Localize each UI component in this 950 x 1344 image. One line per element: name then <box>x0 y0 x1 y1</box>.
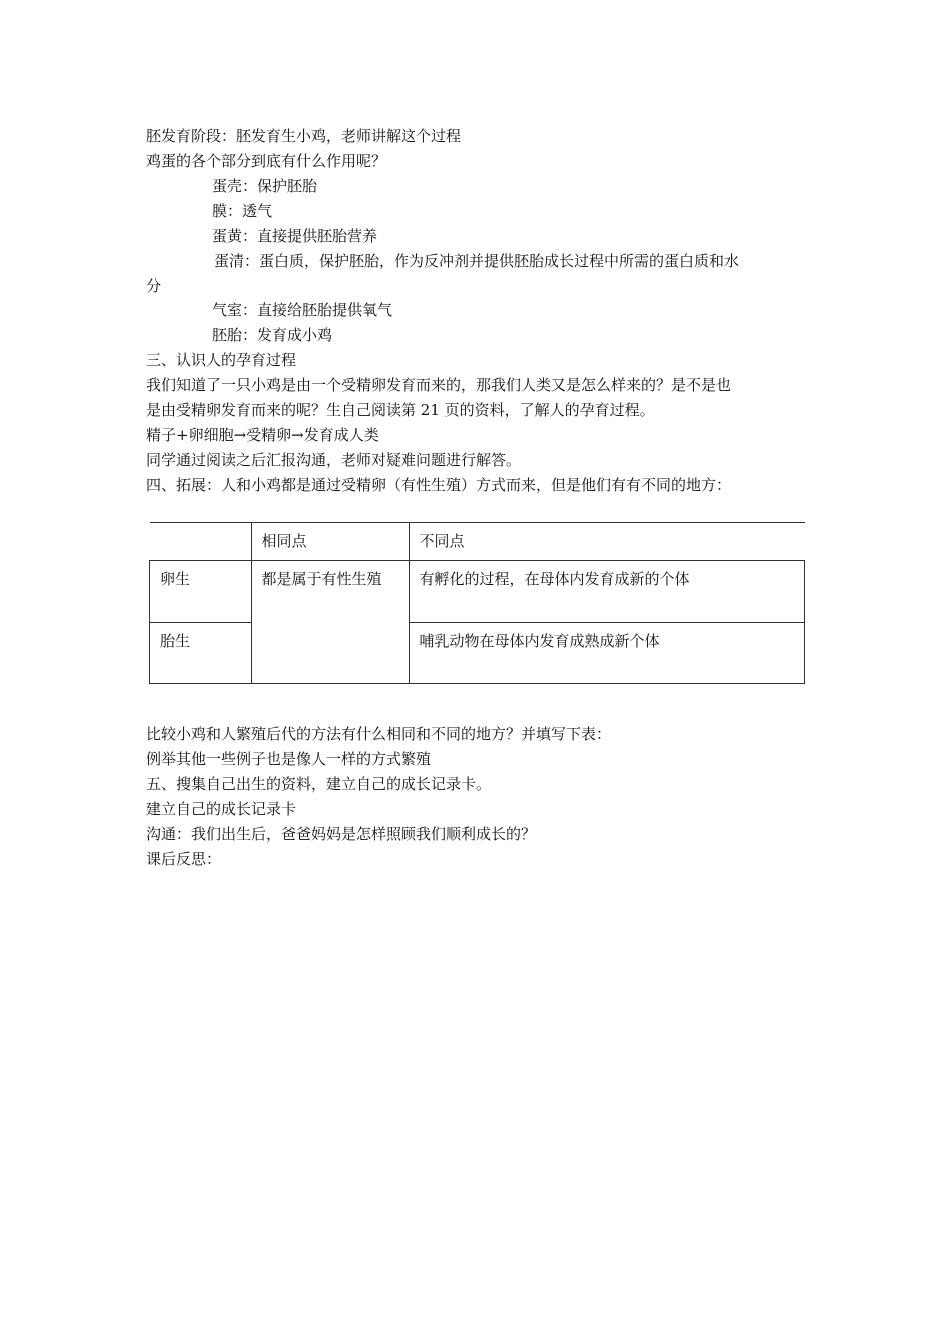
paragraph-fertilization-chain: 精子+卵细胞→受精卵→发育成人类 <box>146 426 379 444</box>
table-cell-label: 胎生 <box>150 623 252 684</box>
table-header-diff: 不同点 <box>409 523 805 561</box>
paragraph-examples: 例举其他一些例子也是像人一样的方式繁殖 <box>146 750 432 768</box>
section-heading-4: 四、拓展：人和小鸡都是通过受精卵（有性生殖）方式而来，但是他们有有不同的地方： <box>146 476 732 494</box>
paragraph-communication: 沟通：我们出生后，爸爸妈妈是怎样照顾我们顺利成长的？ <box>146 825 537 843</box>
paragraph-egg-parts-question: 鸡蛋的各个部分到底有什么作用呢？ <box>146 152 387 170</box>
list-item-egg-white-continued: 分 <box>146 277 162 295</box>
table-header-row <box>150 523 805 561</box>
table-cell-same: 都是属于有性生殖 <box>251 561 409 684</box>
paragraph-growth-card: 建立自己的成长记录卡 <box>146 800 297 818</box>
table-header-same: 相同点 <box>251 523 409 561</box>
table-cell-label: 卵生 <box>150 561 252 623</box>
paragraph-human-origin-continued: 是由受精卵发育而来的呢？生自己阅读第 21 页的资料，了解人的孕育过程。 <box>146 401 655 419</box>
list-item-embryo: 胚胎：发育成小鸡 <box>212 326 333 344</box>
table-cell-diff: 有孵化的过程，在母体内发育成新的个体 <box>409 561 805 623</box>
table-row <box>150 623 805 684</box>
table-header-empty <box>150 523 252 561</box>
table-cell-diff: 哺乳动物在母体内发育成熟成新个体 <box>409 623 805 684</box>
paragraph-embryo-stage: 胚发育阶段：胚发育生小鸡，老师讲解这个过程 <box>146 127 462 145</box>
list-item-yolk: 蛋黄：直接提供胚胎营养 <box>212 227 378 245</box>
table-row <box>150 561 805 623</box>
paragraph-compare-question: 比较小鸡和人繁殖后代的方法有什么相同和不同的地方？并填写下表： <box>146 725 612 743</box>
paragraph-human-origin: 我们知道了一只小鸡是由一个受精卵发育而来的，那我们人类又是怎么样来的？是不是也 <box>146 376 732 394</box>
paragraph-reflection: 课后反思： <box>146 850 222 868</box>
list-item-membrane: 膜：透气 <box>212 202 273 220</box>
list-item-egg-white: 蛋清：蛋白质，保护胚胎，作为反冲剂并提供胚胎成长过程中所需的蛋白质和水 <box>214 252 740 270</box>
list-item-eggshell: 蛋壳：保护胚胎 <box>212 177 318 195</box>
section-heading-5: 五、搜集自己出生的资料，建立自己的成长记录卡。 <box>146 775 492 793</box>
paragraph-report: 同学通过阅读之后汇报沟通，老师对疑难问题进行解答。 <box>146 451 522 469</box>
list-item-air-cell: 气室：直接给胚胎提供氧气 <box>212 301 393 319</box>
section-heading-3: 三、认识人的孕育过程 <box>146 351 297 369</box>
comparison-table <box>149 522 805 684</box>
